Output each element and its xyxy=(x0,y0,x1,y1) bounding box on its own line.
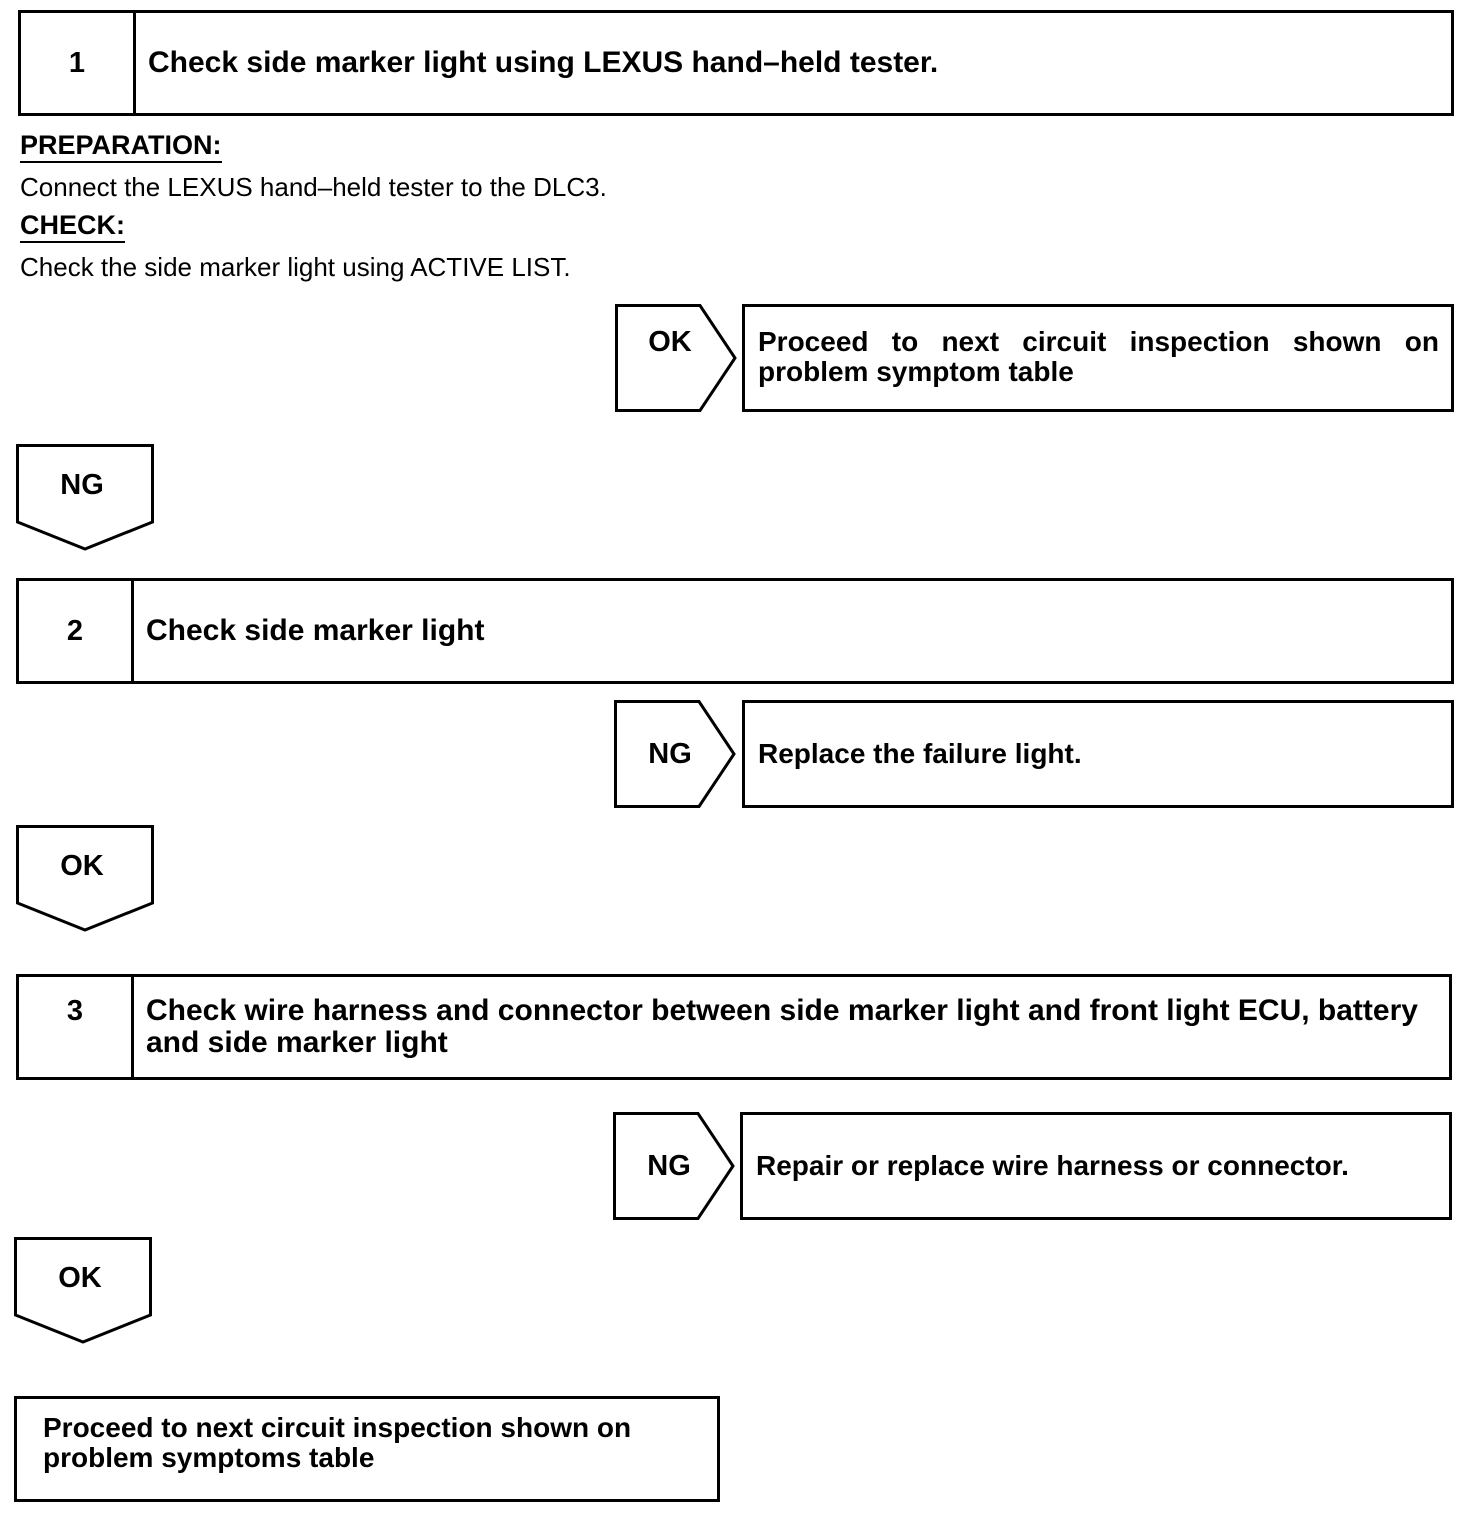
step-2-down-result: OK xyxy=(60,850,104,882)
step-3-down-result: OK xyxy=(58,1262,102,1294)
preparation-text: Connect the LEXUS hand–held tester to the DLC3. xyxy=(20,172,607,202)
step-1-side-arrow xyxy=(615,304,740,412)
check-text: Check the side marker light using ACTIVE LIST. xyxy=(20,252,571,282)
step-3-box xyxy=(16,974,1452,1080)
step-1-side-result: OK xyxy=(648,326,692,358)
step-2-side-result: NG xyxy=(648,738,692,770)
step-3-side-action: Repair or replace wire harness or connector. xyxy=(756,1150,1349,1181)
step-2-number: 2 xyxy=(19,581,134,681)
final-action-box xyxy=(14,1396,720,1502)
preparation-label: PREPARATION: xyxy=(20,130,222,163)
step-3-side-result: NG xyxy=(647,1150,691,1182)
step-1-title: Check side marker light using LEXUS hand–held tester. xyxy=(148,46,939,79)
step-2-side-action: Replace the failure light. xyxy=(758,738,1082,769)
step-1-side-action-box xyxy=(742,304,1454,412)
final-action-text: Proceed to next circuit inspection shown on problem symptoms table xyxy=(43,1412,632,1473)
step-2-side-action-box xyxy=(742,700,1454,808)
step-1-box xyxy=(18,10,1454,116)
step-2-title: Check side marker light xyxy=(146,614,485,647)
step-3-number: 3 xyxy=(19,977,134,1077)
step-3-title: Check wire harness and connector between side marker light and front light ECU, battery and side marker light xyxy=(146,994,1418,1059)
check-label: CHECK: xyxy=(20,210,125,243)
step-1-number: 1 xyxy=(21,13,136,113)
step-1-down-result: NG xyxy=(60,469,104,501)
step-2-box xyxy=(16,578,1454,684)
step-1-side-action: Proceed to next circuit inspection shown on problem symptom table xyxy=(758,326,1439,387)
preparation-section xyxy=(20,130,222,160)
check-section xyxy=(20,210,125,240)
step-3-side-action-box xyxy=(740,1112,1452,1220)
